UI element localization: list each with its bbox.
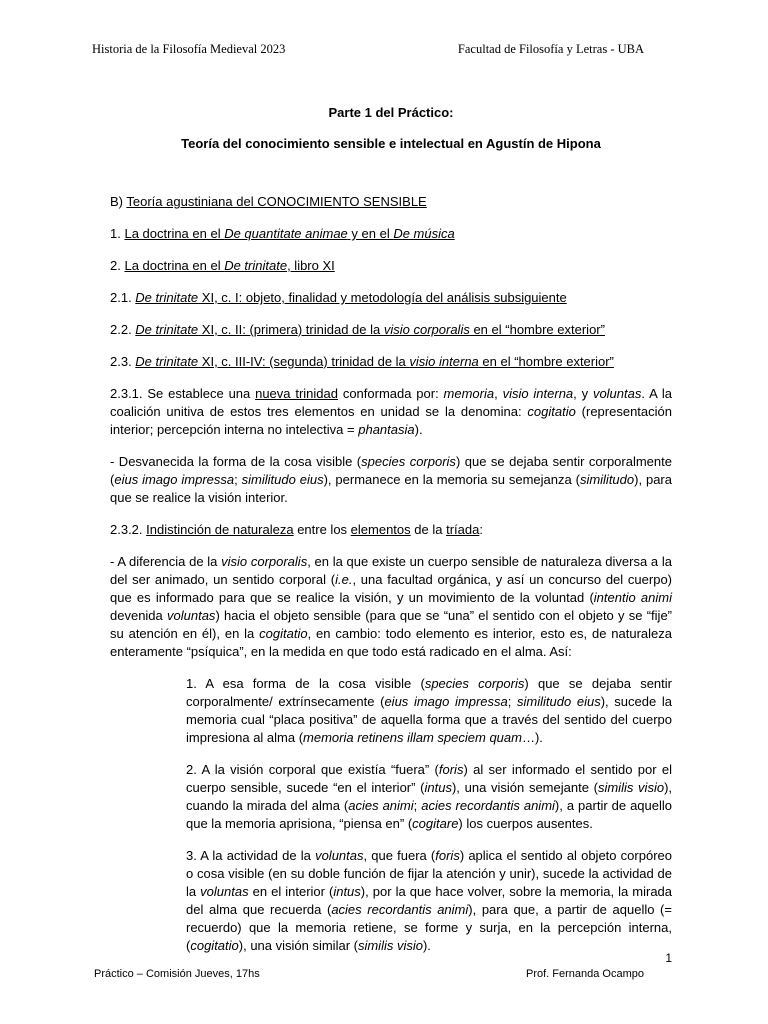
header-institution: Facultad de Filosofía y Letras - UBA <box>457 42 644 56</box>
indented-point-2: 2. A la visión corporal que existía “fuera” (foris) al ser informado el sentido por el cuerpo sensible, sucede “en el interior” (intus), una visión semejante (similis visio), cuando la mirada del alma (acies animi; acies recordantis animi), a partir de aquello que la memoria aprisiona, “piensa en” (cogitare) los cuerpos ausentes. <box>186 762 673 831</box>
footer-professor: Prof. Fernanda Ocampo <box>525 968 644 980</box>
footer-commission: Práctico – Comisión Jueves, 17hs <box>94 968 260 980</box>
indented-point-1: 1. A esa forma de la cosa visible (species corporis) que se dejaba sentir corporalmente/ extrínsecamente (eius imago impressa; similitudo eius), sucede la memoria cual “placa positiva” de aquella forma que a través del sentido del cuerpo impresiona al alma (memoria retinens illam speciem quam…). <box>186 676 672 745</box>
item-2-title: La doctrina en el De trinitate, libro XI <box>124 258 335 273</box>
item-1-title: La doctrina en el De quantitate animae y en el De música <box>124 226 455 241</box>
page-header <box>92 42 644 57</box>
document-title: Parte 1 del Práctico: <box>328 105 454 120</box>
item-2-2: 2.2. De trinitate XI, c. II: (primera) trinidad de la visio corporalis en el “hombre exterior” <box>110 322 605 337</box>
page-number: 1 <box>665 951 672 965</box>
item-2-2-title: De trinitate XI, c. II: (primera) trinidad de la visio corporalis en el “hombre exterior” <box>135 322 605 337</box>
document-body <box>110 104 672 969</box>
section-b-title: Teoría agustiniana del CONOCIMIENTO SENSIBLE <box>126 194 427 209</box>
item-1: 1. La doctrina en el De quantitate animae y en el De música <box>110 226 455 241</box>
paragraph-2-3-1: 2.3.1. Se establece una nueva trinidad conformada por: memoria, visio interna, y voluntas. A la coalición unitiva de estos tres elementos en unidad se la denomina: cogitatio (representación interior; percepción interna no intelectiva = phantasia). <box>110 386 672 437</box>
indented-point-3: 3. A la actividad de la voluntas, que fuera (foris) aplica el sentido al objeto corpóreo o cosa visible (en su doble función de fijar la atención y unir), sucede la actividad de la voluntas en el interior (intus), por la que hace volver, sobre la memoria, la mirada del alma que recuerda (acies recordantis animi), para que, a partir de aquello (= recuerdo) que la memoria retiene, se forme y surja, en la percepción interna, (cogitatio), una visión similar (similis visio). <box>186 848 673 953</box>
paragraph-desvanecida: - Desvanecida la forma de la cosa visible (species corporis) que se dejaba sentir corporalmente (eius imago impressa; similitudo eius), permanece en la memoria su semejanza (similitudo), para que se realice la visión interior. <box>110 454 672 505</box>
item-2-1: 2.1. De trinitate XI, c. I: objeto, finalidad y metodología del análisis subsiguiente <box>110 290 567 305</box>
paragraph-diferencia: - A diferencia de la visio corporalis, en la que existe un cuerpo sensible de naturaleza diversa a la del ser animado, un sentido corporal (i.e., una facultad orgánica, y así un concurso del cuerpo) que es informado para que se realice la visión, y un movimiento de la voluntad (intentio animi devenida voluntas) hacia el objeto sensible (para que se “una” el sentido con el objeto y se “fije” su atención en él), en la cogitatio, en cambio: todo elemento es interior, esto es, de naturaleza enteramente “psíquica”, en la medida en que todo está radicado en el alma. Así: <box>110 554 673 659</box>
item-2-3: 2.3. De trinitate XI, c. III-IV: (segunda) trinidad de la visio interna en el “hombre exterior” <box>110 354 614 369</box>
page-footer <box>94 968 644 980</box>
document-subtitle: Teoría del conocimiento sensible e intelectual en Agustín de Hipona <box>181 136 601 151</box>
header-course-title: Historia de la Filosofía Medieval 2023 <box>92 42 286 56</box>
item-2: 2. La doctrina en el De trinitate, libro XI <box>110 258 335 273</box>
section-b-heading: B) Teoría agustiniana del CONOCIMIENTO SENSIBLE <box>110 194 427 209</box>
item-2-3-title: De trinitate XI, c. III-IV: (segunda) trinidad de la visio interna en el “hombre exterior” <box>135 354 614 369</box>
item-2-3-2: 2.3.2. Indistinción de naturaleza entre los elementos de la tríada: <box>110 522 483 537</box>
item-2-1-title: De trinitate XI, c. I: objeto, finalidad y metodología del análisis subsiguiente <box>135 290 567 305</box>
